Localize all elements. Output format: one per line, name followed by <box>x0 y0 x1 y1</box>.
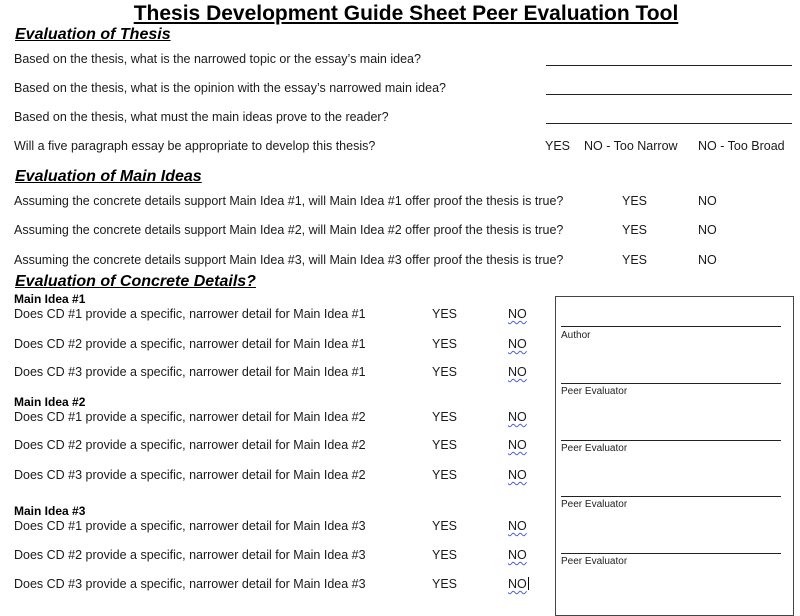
thesis-question-3: Based on the thesis, what must the main ideas prove to the reader? <box>14 110 389 124</box>
main-idea-2-yes[interactable]: YES <box>622 223 648 237</box>
detail-g2-3-yes[interactable]: YES <box>432 468 458 482</box>
detail-question-g3-1: Does CD #1 provide a specific, narrower detail for Main Idea #3 <box>14 519 366 533</box>
detail-question-g2-1: Does CD #1 provide a specific, narrower detail for Main Idea #2 <box>14 410 366 424</box>
thesis-section-heading: Evaluation of Thesis <box>15 26 171 43</box>
detail-question-g3-2: Does CD #2 provide a specific, narrower detail for Main Idea #3 <box>14 548 366 562</box>
peer-evaluator-line-1[interactable] <box>561 383 781 384</box>
peer-evaluator-label-1: Peer Evaluator <box>561 386 628 397</box>
detail-g2-2-yes[interactable]: YES <box>432 438 458 452</box>
peer-evaluator-label-4: Peer Evaluator <box>561 556 628 567</box>
detail-question-g3-3: Does CD #3 provide a specific, narrower detail for Main Idea #3 <box>14 577 366 591</box>
page-title: Thesis Development Guide Sheet Peer Evaluation Tool <box>133 2 679 25</box>
thesis-option-yes[interactable]: YES <box>545 139 571 153</box>
main-idea-2-no[interactable]: NO <box>698 223 717 237</box>
thesis-option-too-narrow[interactable]: NO - Too Narrow <box>584 139 678 153</box>
peer-evaluator-label-2: Peer Evaluator <box>561 443 628 454</box>
detail-question-g1-1: Does CD #1 provide a specific, narrower detail for Main Idea #1 <box>14 307 366 321</box>
detail-question-g1-2: Does CD #2 provide a specific, narrower detail for Main Idea #1 <box>14 337 366 351</box>
detail-g1-1-no[interactable]: NO <box>508 307 527 321</box>
detail-g3-1-yes[interactable]: YES <box>432 519 458 533</box>
detail-g3-2-no[interactable]: NO <box>508 548 527 562</box>
main-idea-question-3: Assuming the concrete details support Main Idea #3, will Main Idea #3 offer proof the thesis is true? <box>14 253 564 267</box>
details-section-heading: Evaluation of Concrete Details? <box>15 273 256 290</box>
detail-g3-3-no[interactable]: NO <box>508 577 527 591</box>
main-idea-1-no[interactable]: NO <box>698 194 717 208</box>
detail-g1-2-no[interactable]: NO <box>508 337 527 351</box>
main-idea-3-yes[interactable]: YES <box>622 253 648 267</box>
thesis-answer-line-1[interactable] <box>546 65 792 66</box>
detail-question-g2-2: Does CD #2 provide a specific, narrower detail for Main Idea #2 <box>14 438 366 452</box>
detail-g3-1-no[interactable]: NO <box>508 519 527 533</box>
detail-g1-1-yes[interactable]: YES <box>432 307 458 321</box>
detail-g2-3-no[interactable]: NO <box>508 468 527 482</box>
main-idea-1-yes[interactable]: YES <box>622 194 648 208</box>
thesis-question-1: Based on the thesis, what is the narrowed topic or the essay’s main idea? <box>14 52 421 66</box>
thesis-question-4: Will a five paragraph essay be appropriate to develop this thesis? <box>14 139 376 153</box>
thesis-answer-line-2[interactable] <box>546 94 792 95</box>
details-group-3-label: Main Idea #3 <box>14 504 86 518</box>
detail-g2-2-no[interactable]: NO <box>508 438 527 452</box>
peer-evaluator-line-4[interactable] <box>561 553 781 554</box>
peer-evaluator-label-3: Peer Evaluator <box>561 499 628 510</box>
author-signature-line[interactable] <box>561 326 781 327</box>
detail-g3-2-yes[interactable]: YES <box>432 548 458 562</box>
peer-evaluator-line-2[interactable] <box>561 440 781 441</box>
detail-g3-3-yes[interactable]: YES <box>432 577 458 591</box>
detail-g3-3-no-wrapper[interactable] <box>508 577 529 591</box>
thesis-answer-line-3[interactable] <box>546 123 792 124</box>
main-ideas-section-heading: Evaluation of Main Ideas <box>15 168 202 185</box>
detail-g1-3-no[interactable]: NO <box>508 365 527 379</box>
detail-question-g2-3: Does CD #3 provide a specific, narrower detail for Main Idea #2 <box>14 468 366 482</box>
signature-box <box>555 296 794 616</box>
thesis-question-2: Based on the thesis, what is the opinion with the essay’s narrowed main idea? <box>14 81 446 95</box>
text-cursor <box>528 577 529 590</box>
detail-g1-2-yes[interactable]: YES <box>432 337 458 351</box>
main-idea-question-1: Assuming the concrete details support Main Idea #1, will Main Idea #1 offer proof the thesis is true? <box>14 194 564 208</box>
author-label: Author <box>561 330 591 341</box>
detail-g2-1-yes[interactable]: YES <box>432 410 458 424</box>
thesis-option-too-broad[interactable]: NO - Too Broad <box>698 139 785 153</box>
details-group-1-label: Main Idea #1 <box>14 292 86 306</box>
main-idea-3-no[interactable]: NO <box>698 253 717 267</box>
detail-g1-3-yes[interactable]: YES <box>432 365 458 379</box>
detail-question-g1-3: Does CD #3 provide a specific, narrower detail for Main Idea #1 <box>14 365 366 379</box>
details-group-2-label: Main Idea #2 <box>14 395 86 409</box>
main-idea-question-2: Assuming the concrete details support Main Idea #2, will Main Idea #2 offer proof the thesis is true? <box>14 223 564 237</box>
detail-g2-1-no[interactable]: NO <box>508 410 527 424</box>
peer-evaluator-line-3[interactable] <box>561 496 781 497</box>
